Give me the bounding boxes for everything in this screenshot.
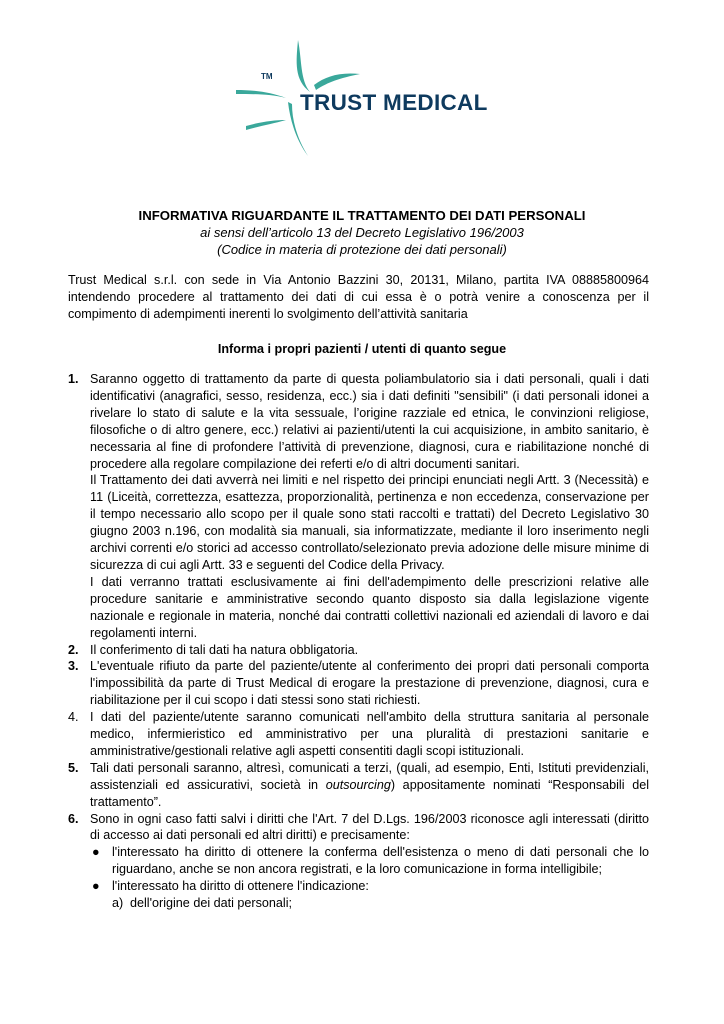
intro-paragraph: Trust Medical s.r.l. con sede in Via Antonio Bazzini 30, 20131, Milano, partita IVA 08885800964 intendendo procedere al trattamento dei dati di cui essa è o potrà venire a conoscenza per il compimento di adempimenti inerenti lo svolgimento dell’attività sanitaria (68, 273, 649, 321)
item-number: 1. (68, 372, 79, 386)
bullet-item (90, 878, 649, 912)
item-number: 6. (68, 811, 79, 826)
list-item (68, 709, 649, 760)
sub-item-letter: a) (112, 896, 124, 911)
trademark-label: TM (261, 72, 273, 81)
clauses-list (68, 371, 649, 912)
item-paragraph: Sono in ogni caso fatti salvi i diritti che l'Art. 7 del D.Lgs. 196/2003 riconosce agli interessati (diritto di accesso ai dati personali ed altri diritti) e precisamente: (90, 811, 649, 843)
item-paragraph: L'eventuale rifiuto da parte del paziente/utente al conferimento dei propri dati personali comporta l'impossibilità da parte di Trust Medical di erogare la prestazione di prevenzione, diagnosi, cura e riabilitazione per il cui scopo i dati stessi sono stati richiesti. (90, 659, 649, 708)
list-item (68, 642, 649, 659)
list-item (68, 760, 649, 811)
bullet-icon: ● (92, 879, 100, 894)
document-title-block (0, 207, 724, 258)
item-paragraph (90, 760, 649, 811)
bullet-icon: ● (92, 845, 100, 860)
bullet-text: l'interessato ha diritto di ottenere l'indicazione: (112, 879, 369, 894)
item-paragraph: I dati del paziente/utente saranno comunicati nell'ambito della struttura sanitaria al personale medico, infermieristico ed amministrativo per una pluralità di prestazioni sanitarie e amministrative/gestionali relative agli aspetti consentiti dagli scopi istituzionali. (90, 710, 649, 758)
list-item (68, 811, 649, 912)
bullet-list (90, 844, 649, 912)
sub-item-text: dell'origine dei dati personali; (130, 896, 293, 911)
item-text: ) appositamente nominati “Responsabili del trattamento”. (90, 777, 650, 809)
item-paragraph: Saranno oggetto di trattamento da parte di questa poliambulatorio sia i dati personali, quali i dati identificativi (anagrafici, sesso, residenza, ecc.) sia i dati definiti "sensibili" (i dati personali idonei a rivelare lo stato di salute e la vita sessuale, l’origine razziale ed etnica, le convinzioni religiose, filosofiche o di altro genere, ecc.) relativi ai pazienti/utenti la cui acquisizione, in ambito sanitario, è necessaria al fine di profondere l’attività di prevenzione, diagnosi, cura e riabilitazione nonché di procedere alla regolare compilazione dei referti e/o di altri documenti sanitari. (90, 372, 649, 471)
item-emphasis: outsourcing (325, 777, 391, 792)
document-title: INFORMATIVA RIGUARDANTE IL TRATTAMENTO DEI DATI PERSONALI (138, 208, 586, 223)
item-number: 2. (68, 642, 79, 657)
section-heading: Informa i propri pazienti / utenti di quanto segue (217, 342, 507, 356)
document-subtitle-code: (Codice in materia di protezione dei dati personali) (217, 242, 507, 257)
item-text: Tali dati personali saranno, altresì, comunicati a terzi, (quali, ad esempio, Enti, Istituti previdenziali, assistenziali ed assicurativi, società in (90, 760, 649, 792)
item-number: 4. (68, 710, 79, 725)
list-item (68, 371, 649, 642)
sub-item (112, 895, 649, 912)
trust-medical-logo (228, 40, 498, 158)
item-paragraph: Il Trattamento dei dati avverrà nei limiti e nel rispetto dei principi enunciati negli Artt. 3 (Necessità) e 11 (Liceità, correttezza, esattezza, proporzionalità, pertinenza e non eccedenza, conservazione per il tempo necessario allo scopo per il quale sono stati raccolti e trattati) del Decreto Legislativo 30 giugno 2003 n.196, con modalità sia manuali, sia informatizzate, mediante il loro inserimento negli archivi correnti e/o storici ad accesso controllato/selezionato previa adozione delle misure minime di sicurezza di cui agli Artt. 33 e seguenti del Codice della Privacy. (90, 473, 649, 572)
item-number: 3. (68, 659, 79, 674)
document-subtitle-law: ai sensi dell’articolo 13 del Decreto Legislativo 196/2003 (200, 225, 524, 240)
bullet-text: l'interessato ha diritto di ottenere la conferma dell'esistenza o meno di dati personali che lo riguardano, anche se non ancora registrati, e la loro comunicazione in forma intelligibile; (112, 845, 649, 877)
item-number: 5. (68, 760, 79, 775)
item-paragraph: I dati verranno trattati esclusivamente ai fini dell'adempimento delle prescrizioni relative alle procedure sanitarie e amministrative secondo quanto disposto sia dalla legislazione vigente nazionale e regionale in materia, nonché dai contratti collettivi nazionali ed aziendali di lavoro e dai regolamenti interni. (90, 574, 649, 640)
bullet-item (90, 844, 649, 878)
sub-list (112, 895, 649, 912)
brand-name: TRUST MEDICAL (300, 90, 488, 115)
item-paragraph: Il conferimento di tali dati ha natura obbligatoria. (90, 642, 359, 657)
list-item (68, 658, 649, 709)
